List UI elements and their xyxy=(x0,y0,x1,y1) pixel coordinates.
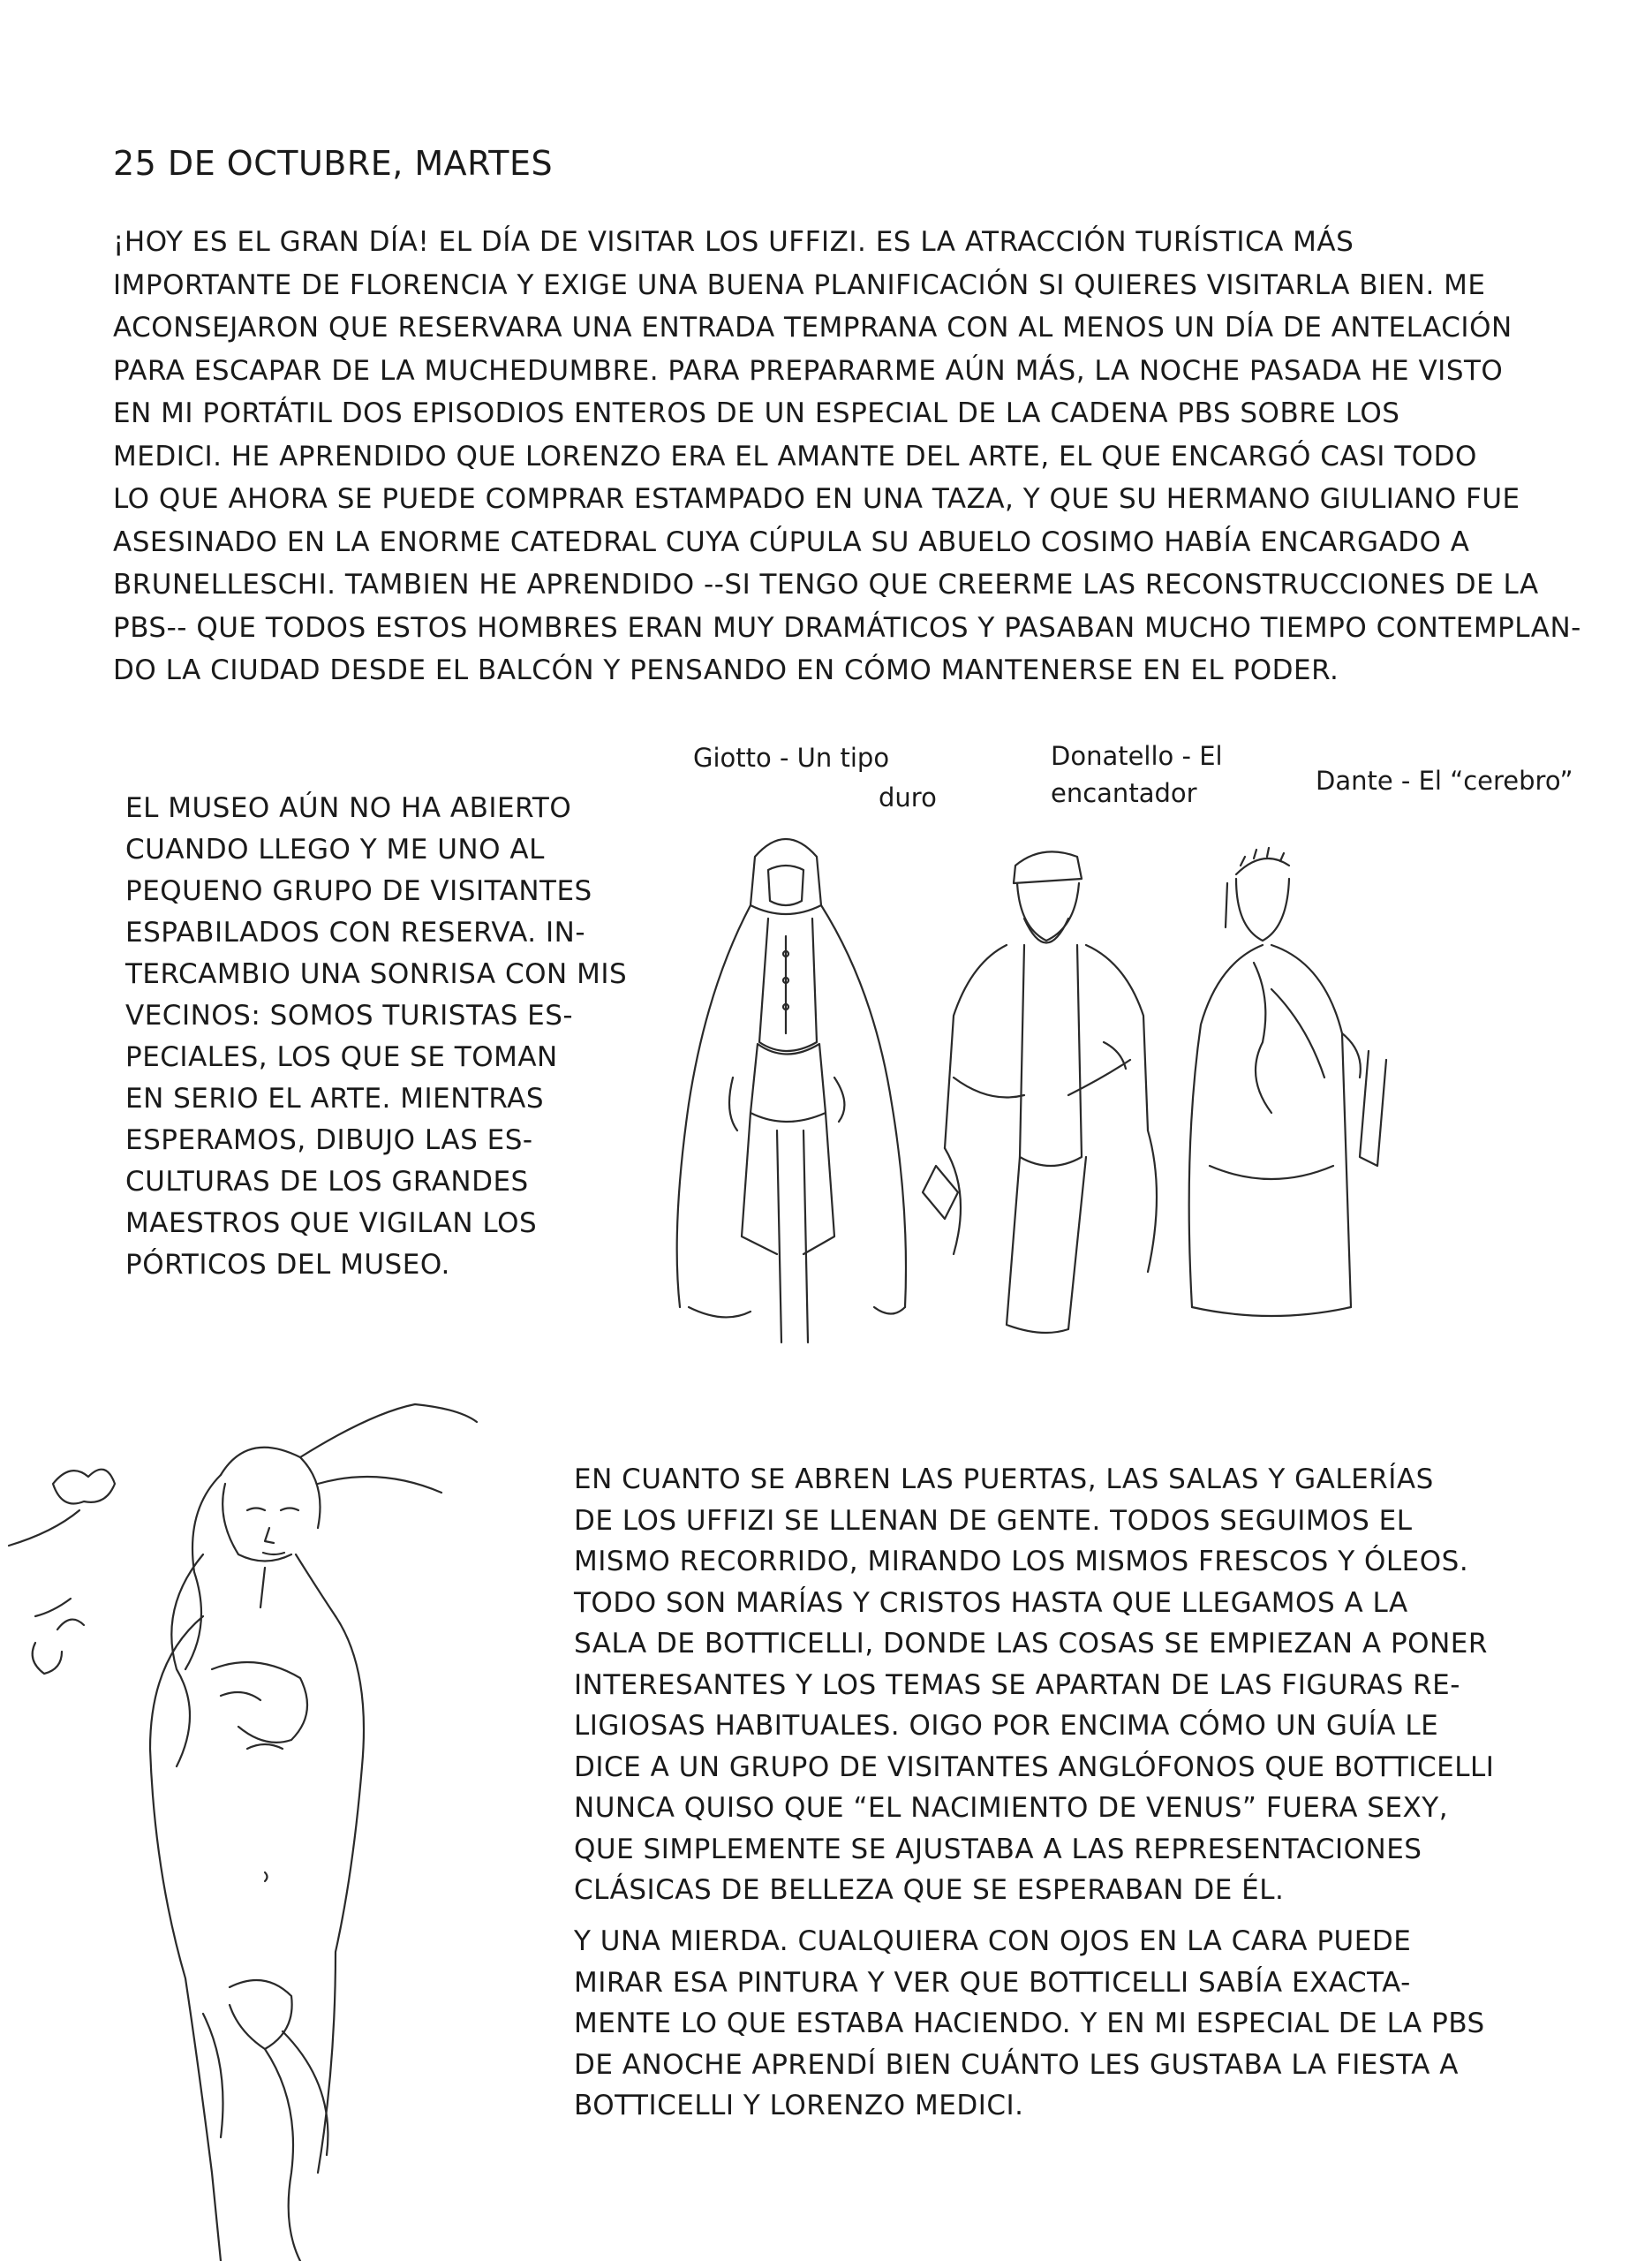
uffizi-line: DE LOS UFFIZI SE LLENAN DE GENTE. TODOS SEGUIMOS EL xyxy=(574,1504,1413,1537)
intro-line: ¡HOY ES EL GRAN DÍA! EL DÍA DE VISITAR LOS UFFIZI. ES LA ATRACCIÓN TURÍSTICA MÁS xyxy=(113,226,1354,258)
museum-line: PECIALES, LOS QUE SE TOMAN xyxy=(125,1041,558,1073)
caption-donatello-cont: encantador xyxy=(1051,778,1197,808)
uffizi-line: CLÁSICAS DE BELLEZA QUE SE ESPERABAN DE ÉL. xyxy=(574,1874,1285,1906)
intro-line: LO QUE AHORA SE PUEDE COMPRAR ESTAMPADO EN UNA TAZA, Y QUE SU HERMANO GIULIANO FUE xyxy=(113,483,1520,515)
uffizi-line: MISMO RECORRIDO, MIRANDO LOS MISMOS FRESCOS Y ÓLEOS. xyxy=(574,1546,1469,1577)
final-line: MENTE LO QUE ESTABA HACIENDO. Y EN MI ESPECIAL DE LA PBS xyxy=(574,2008,1485,2039)
intro-line: PBS-- QUE TODOS ESTOS HOMBRES ERAN MUY DRAMÁTICOS Y PASABAN MUCHO TIEMPO CONTEMPLAN- xyxy=(113,611,1581,644)
uffizi-line: INTERESANTES Y LOS TEMAS SE APARTAN DE LAS FIGURAS RE- xyxy=(574,1668,1460,1701)
dante-figure xyxy=(1189,848,1386,1316)
intro-line: ASESINADO EN LA ENORME CATEDRAL CUYA CÚPULA SU ABUELO COSIMO HABÍA ENCARGADO A xyxy=(113,526,1470,558)
intro-line: BRUNELLESCHI. TAMBIEN HE APRENDIDO --SI TENGO QUE CREERME LAS RECONSTRUCCIONES DE LA xyxy=(113,569,1539,601)
sketch-venus-icon xyxy=(0,1378,565,2261)
final-line: DE ANOCHE APRENDÍ BIEN CUÁNTO LES GUSTABA LA FIESTA A xyxy=(574,2048,1459,2081)
final-line: Y UNA MIERDA. CUALQUIERA CON OJOS EN LA CARA PUEDE xyxy=(574,1925,1412,1957)
museum-line: ESPABILADOS CON RESERVA. IN- xyxy=(125,917,586,949)
venus-figure xyxy=(150,1404,477,2261)
museum-line: CULTURAS DE LOS GRANDES xyxy=(125,1166,529,1198)
intro-line: DO LA CIUDAD DESDE EL BALCÓN Y PENSANDO EN CÓMO MANTENERSE EN EL PODER. xyxy=(113,654,1339,686)
flower-icon xyxy=(9,1470,115,1674)
museum-line: EN SERIO EL ARTE. MIENTRAS xyxy=(125,1083,545,1115)
uffizi-line: EN CUANTO SE ABREN LAS PUERTAS, LAS SALAS Y GALERÍAS xyxy=(574,1463,1434,1495)
museum-line: CUANDO LLEGO Y ME UNO AL xyxy=(125,834,545,866)
caption-giotto: Giotto - Un tipo xyxy=(693,743,890,773)
museum-line: ESPERAMOS, DIBUJO LAS ES- xyxy=(125,1124,533,1156)
uffizi-line: TODO SON MARÍAS Y CRISTOS HASTA QUE LLEGAMOS A LA xyxy=(574,1586,1408,1619)
intro-line: MEDICI. HE APRENDIDO QUE LORENZO ERA EL AMANTE DEL ARTE, EL QUE ENCARGÓ CASI TODO xyxy=(113,440,1477,473)
final-line: BOTTICELLI Y LORENZO MEDICI. xyxy=(574,2090,1024,2121)
donatello-figure xyxy=(923,851,1157,1333)
uffizi-line: DICE A UN GRUPO DE VISITANTES ANGLÓFONOS QUE BOTTICELLI xyxy=(574,1751,1495,1783)
intro-paragraph xyxy=(113,221,1581,692)
uffizi-line: QUE SIMPLEMENTE SE AJUSTABA A LAS REPRESENTACIONES xyxy=(574,1833,1422,1865)
museum-paragraph xyxy=(125,788,628,1286)
museum-line: PEQUENO GRUPO DE VISITANTES xyxy=(125,875,592,907)
uffizi-paragraph xyxy=(574,1459,1545,1911)
final-line: MIRAR ESA PINTURA Y VER QUE BOTTICELLI SABÍA EXACTA- xyxy=(574,1966,1411,1999)
museum-line: MAESTROS QUE VIGILAN LOS xyxy=(125,1207,538,1239)
caption-donatello: Donatello - El xyxy=(1051,741,1223,771)
intro-line: IMPORTANTE DE FLORENCIA Y EXIGE UNA BUENA PLANIFICACIÓN SI QUIERES VISITARLA BIEN. ME xyxy=(113,268,1486,301)
uffizi-line: LIGIOSAS HABITUALES. OIGO POR ENCIMA CÓMO UN GUÍA LE xyxy=(574,1710,1439,1742)
intro-line: PARA ESCAPAR DE LA MUCHEDUMBRE. PARA PREPARARME AÚN MÁS, LA NOCHE PASADA HE VISTO xyxy=(113,354,1504,387)
giotto-figure xyxy=(677,839,906,1342)
museum-line: PÓRTICOS DEL MUSEO. xyxy=(125,1249,450,1281)
sketch-statues-icon xyxy=(653,813,1607,1387)
intro-line: EN MI PORTÁTIL DOS EPISODIOS ENTEROS DE UN ESPECIAL DE LA CADENA PBS SOBRE LOS xyxy=(113,397,1400,429)
date-heading: 25 DE OCTUBRE, MARTES xyxy=(113,144,554,183)
final-paragraph xyxy=(574,1921,1545,2127)
intro-line: ACONSEJARON QUE RESERVARA UNA ENTRADA TEMPRANA CON AL MENOS UN DÍA DE ANTELACIÓN xyxy=(113,312,1512,344)
museum-line: EL MUSEO AÚN NO HA ABIERTO xyxy=(125,792,572,824)
uffizi-line: SALA DE BOTTICELLI, DONDE LAS COSAS SE EMPIEZAN A PONER xyxy=(574,1628,1488,1660)
museum-line: VECINOS: SOMOS TURISTAS ES- xyxy=(125,1000,574,1032)
uffizi-line: NUNCA QUISO QUE “EL NACIMIENTO DE VENUS” FUERA SEXY, xyxy=(574,1792,1449,1824)
museum-line: TERCAMBIO UNA SONRISA CON MIS xyxy=(125,958,628,990)
caption-dante: Dante - El “cerebro” xyxy=(1316,766,1573,796)
caption-giotto-cont: duro xyxy=(879,783,937,813)
